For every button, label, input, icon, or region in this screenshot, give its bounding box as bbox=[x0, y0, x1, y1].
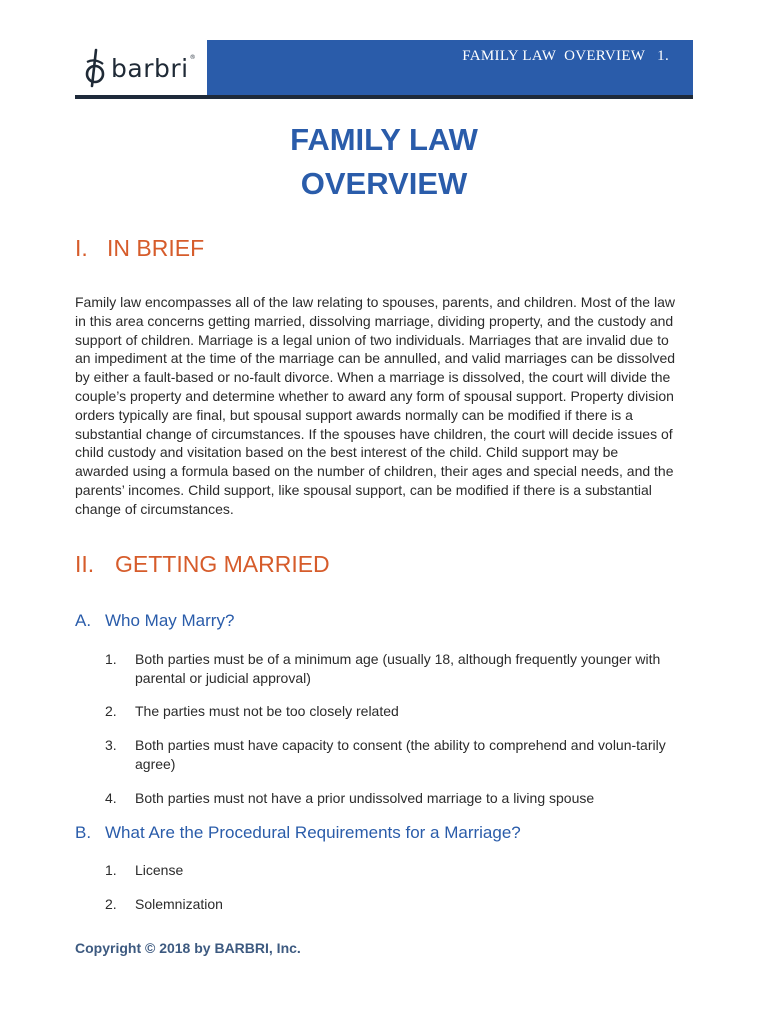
section-heading-in-brief: I. IN BRIEF bbox=[75, 235, 205, 261]
subsection-heading-who-may-marry: A. Who May Marry? bbox=[75, 611, 235, 630]
copyright-notice: Copyright © 2018 by BARBRI, Inc. bbox=[75, 940, 301, 956]
list-item: 3. Both parties must have capacity to consent (the ability to comprehend and volun-tarily agree) bbox=[105, 737, 666, 772]
list-item: 2. Solemnization bbox=[105, 896, 223, 912]
in-brief-paragraph: Family law encompasses all of the law relating to spouses, parents, and children. Most of the law in this area concerns getting married, dissolving marriage, dividing property, and the custody and support of children. Marriage is a legal union of two individuals. Marriages that are invalid due to an impediment at the time of the marriage can be annulled, and valid marriages can be dissolved by either a fault-based or no-fault divorce. When a marriage is dissolved, the court will divide the couple’s property and determine whether to award any form of spousal support. Property division orders typically are final, but spousal support awards normally can be modified if there is a substantial change of circumstances. If the spouses have children, the court will decide issues of child custody and visitation based on the best interest of the child. Child support may be awarded using a formula based on the number of children, their ages and special needs, and the parents’ incomes. Child support, like spousal support, can be modified if there is a substantial change of circumstances. bbox=[75, 294, 676, 517]
barbri-logo bbox=[75, 40, 206, 96]
subsection-heading-procedural-requirements: B. What Are the Procedural Requirements for a Marriage? bbox=[75, 823, 521, 842]
page-header bbox=[75, 40, 693, 98]
list-item: 2. The parties must not be too closely related bbox=[105, 703, 399, 719]
header-divider bbox=[75, 95, 693, 99]
header-band bbox=[207, 40, 693, 96]
barbri-logo-icon bbox=[83, 48, 107, 88]
list-item: 1. License bbox=[105, 862, 184, 878]
list-item: 4. Both parties must not have a prior undissolved marriage to a living spouse bbox=[105, 790, 595, 806]
page-title: FAMILY LAW OVERVIEW bbox=[290, 122, 478, 201]
logo-wordmark: barbri® bbox=[111, 53, 197, 83]
running-title: FAMILY LAW OVERVIEW 1. bbox=[462, 48, 669, 64]
section-heading-getting-married: II. GETTING MARRIED bbox=[75, 551, 330, 577]
list-item: 1. Both parties must be of a minimum age (usually 18, although frequently younger with parental or judicial approval) bbox=[105, 651, 661, 686]
